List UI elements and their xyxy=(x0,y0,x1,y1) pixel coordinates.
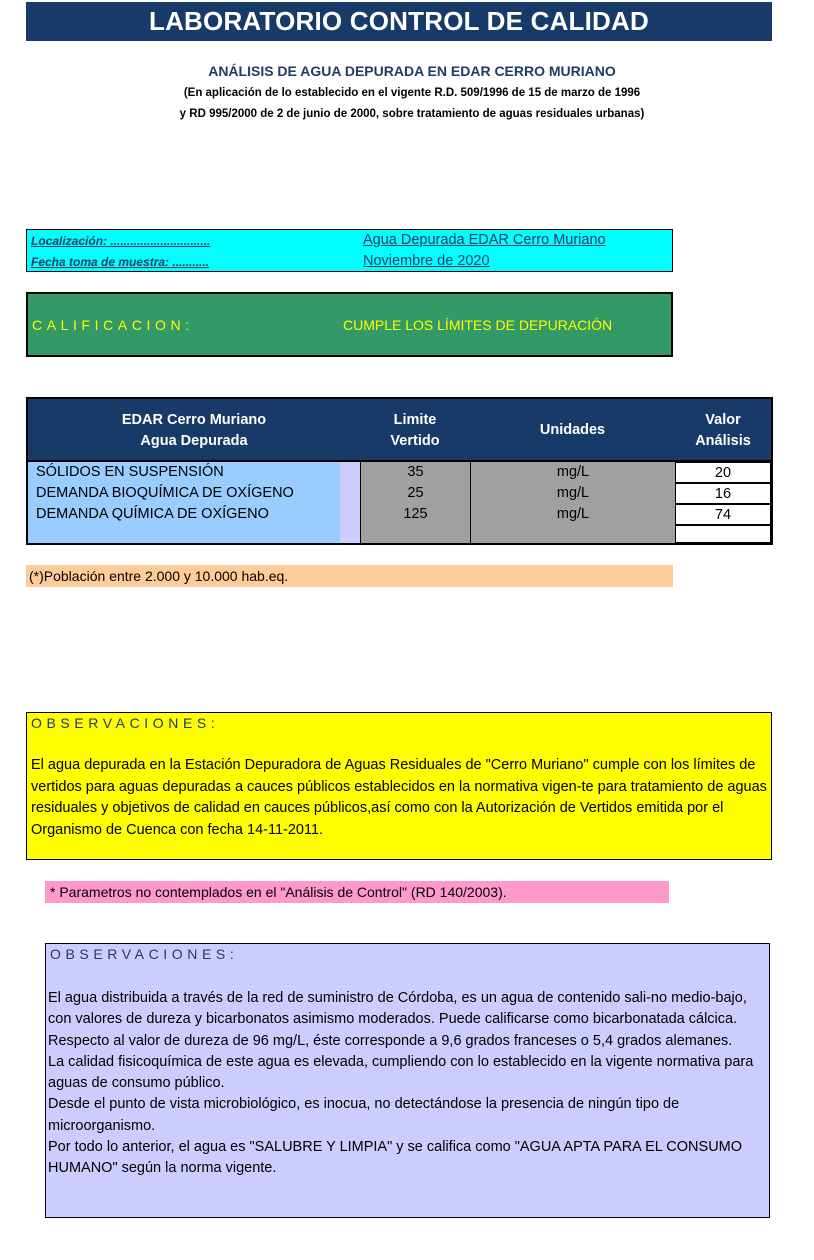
limit-value xyxy=(360,525,470,543)
header-parameter-line1: EDAR Cerro Muriano xyxy=(121,411,267,428)
header-value-line1: Valor xyxy=(705,411,741,428)
sample-date-value: Noviembre de 2020 xyxy=(363,253,490,269)
calificacion-value: CUMPLE LOS LÍMITES DE DEPURACIÓN xyxy=(343,317,613,333)
header-units-label: Unidades xyxy=(539,422,606,438)
observations-title-1: OBSERVACIONES: xyxy=(31,715,220,731)
observations-paragraph: El agua distribuida a través de la red de suministro de Córdoba, es un agua de contenido sali-no medio-bajo, con valores de dureza y bicarbonatos asimismo moderados. Puede calificarse como bicarbonatada cálcica. Respecto al valor de dureza de 96 mg/L, éste corresponde a 9,6 grados franceses o 5,4 grados alemanes. xyxy=(48,990,747,1049)
units-value: mg/L xyxy=(470,483,675,504)
header-value-line2: Análisis xyxy=(695,432,751,449)
observations-paragraph: Por todo lo anterior, el agua es "SALUBRE Y LIMPIA" y se califica como "AGUA APTA PARA EL CONSUMO HUMANO" según la norma vigente. xyxy=(48,1139,743,1177)
units-value: mg/L xyxy=(470,462,675,483)
parameter-name xyxy=(28,525,340,543)
table-row xyxy=(28,483,771,504)
location-value: Agua Depurada EDAR Cerro Muriano xyxy=(363,232,606,248)
report-title: LABORATORIO CONTROL DE CALIDAD xyxy=(26,2,772,41)
analysis-value: 16 xyxy=(675,483,771,504)
observations-paragraph: La calidad fisicoquímica de este agua es elevada, cumpliendo con lo establecido en la vigente normativa para aguas de consumo público. xyxy=(48,1053,754,1092)
location-label: Localización: .............................. xyxy=(31,234,211,248)
header-parameter-line2: Agua Depurada xyxy=(140,432,248,449)
header-parameter xyxy=(28,399,361,462)
results-table xyxy=(26,397,773,545)
calificacion-box xyxy=(26,292,673,357)
header-units xyxy=(470,399,676,462)
parameter-name-pad xyxy=(340,462,360,483)
header-limit-line2: Vertido xyxy=(390,432,440,449)
legal-reference-line-1: (En aplicación de lo establecido en el vigente R.D. 509/1996 de 15 de marzo de 1996 xyxy=(183,87,641,99)
sample-date-label: Fecha toma de muestra: ........... xyxy=(31,255,210,269)
analysis-value: 20 xyxy=(675,462,771,483)
parameter-name-pad xyxy=(340,483,360,504)
limit-value: 125 xyxy=(360,504,470,525)
report-subtitle: ANÁLISIS DE AGUA DEPURADA EN EDAR CERRO MURIANO xyxy=(208,63,616,79)
table-row xyxy=(28,462,771,483)
parameter-name: SÓLIDOS EN SUSPENSIÓN xyxy=(28,462,340,483)
parameter-name-pad xyxy=(340,525,360,543)
analysis-value: 74 xyxy=(675,504,771,525)
header-limit xyxy=(360,399,471,462)
observations-box-1 xyxy=(26,712,772,860)
header-value xyxy=(675,399,771,462)
analysis-value xyxy=(675,525,771,543)
limit-value: 25 xyxy=(360,483,470,504)
units-value: mg/L xyxy=(470,504,675,525)
units-value xyxy=(470,525,675,543)
observations-box-2 xyxy=(45,943,770,1218)
observations-title-2: OBSERVACIONES: xyxy=(50,946,239,962)
rd-note: * Parametros no contemplados en el "Análisis de Control" (RD 140/2003). xyxy=(45,881,669,903)
parameter-name-pad xyxy=(340,504,360,525)
parameter-name: DEMANDA BIOQUÍMICA DE OXÍGENO xyxy=(28,483,340,504)
header-limit-line1: Limite xyxy=(393,411,437,428)
observations-text-1: El agua depurada en la Estación Depuradora de Aguas Residuales de "Cerro Muriano" cumple con los límites de vertidos para aguas depuradas a cauces públicos establecidos en la normativa vigen-te para tratamiento de aguas residuales y objetivos de calidad en cauces públicos,así como con la Autorización de Vertidos emitida por el Organismo de Cuenca con fecha 14-11-2011. xyxy=(31,757,767,838)
legal-reference-line-2: y RD 995/2000 de 2 de junio de 2000, sobre tratamiento de aguas residuales urbanas) xyxy=(179,108,645,120)
population-note: (*)Población entre 2.000 y 10.000 hab.eq. xyxy=(26,565,673,587)
parameter-name: DEMANDA QUÍMICA DE OXÍGENO xyxy=(28,504,340,525)
observations-paragraph: Desde el punto de vista microbiológico, es inocua, no detectándose la presencia de ningún tipo de microorganismo. xyxy=(48,1096,680,1134)
limit-value: 35 xyxy=(360,462,470,483)
table-row xyxy=(28,525,771,543)
observations-text-2 xyxy=(48,988,766,1180)
location-box xyxy=(26,229,673,272)
table-row xyxy=(28,504,771,525)
calificacion-label: CALIFICACION: xyxy=(32,317,194,333)
